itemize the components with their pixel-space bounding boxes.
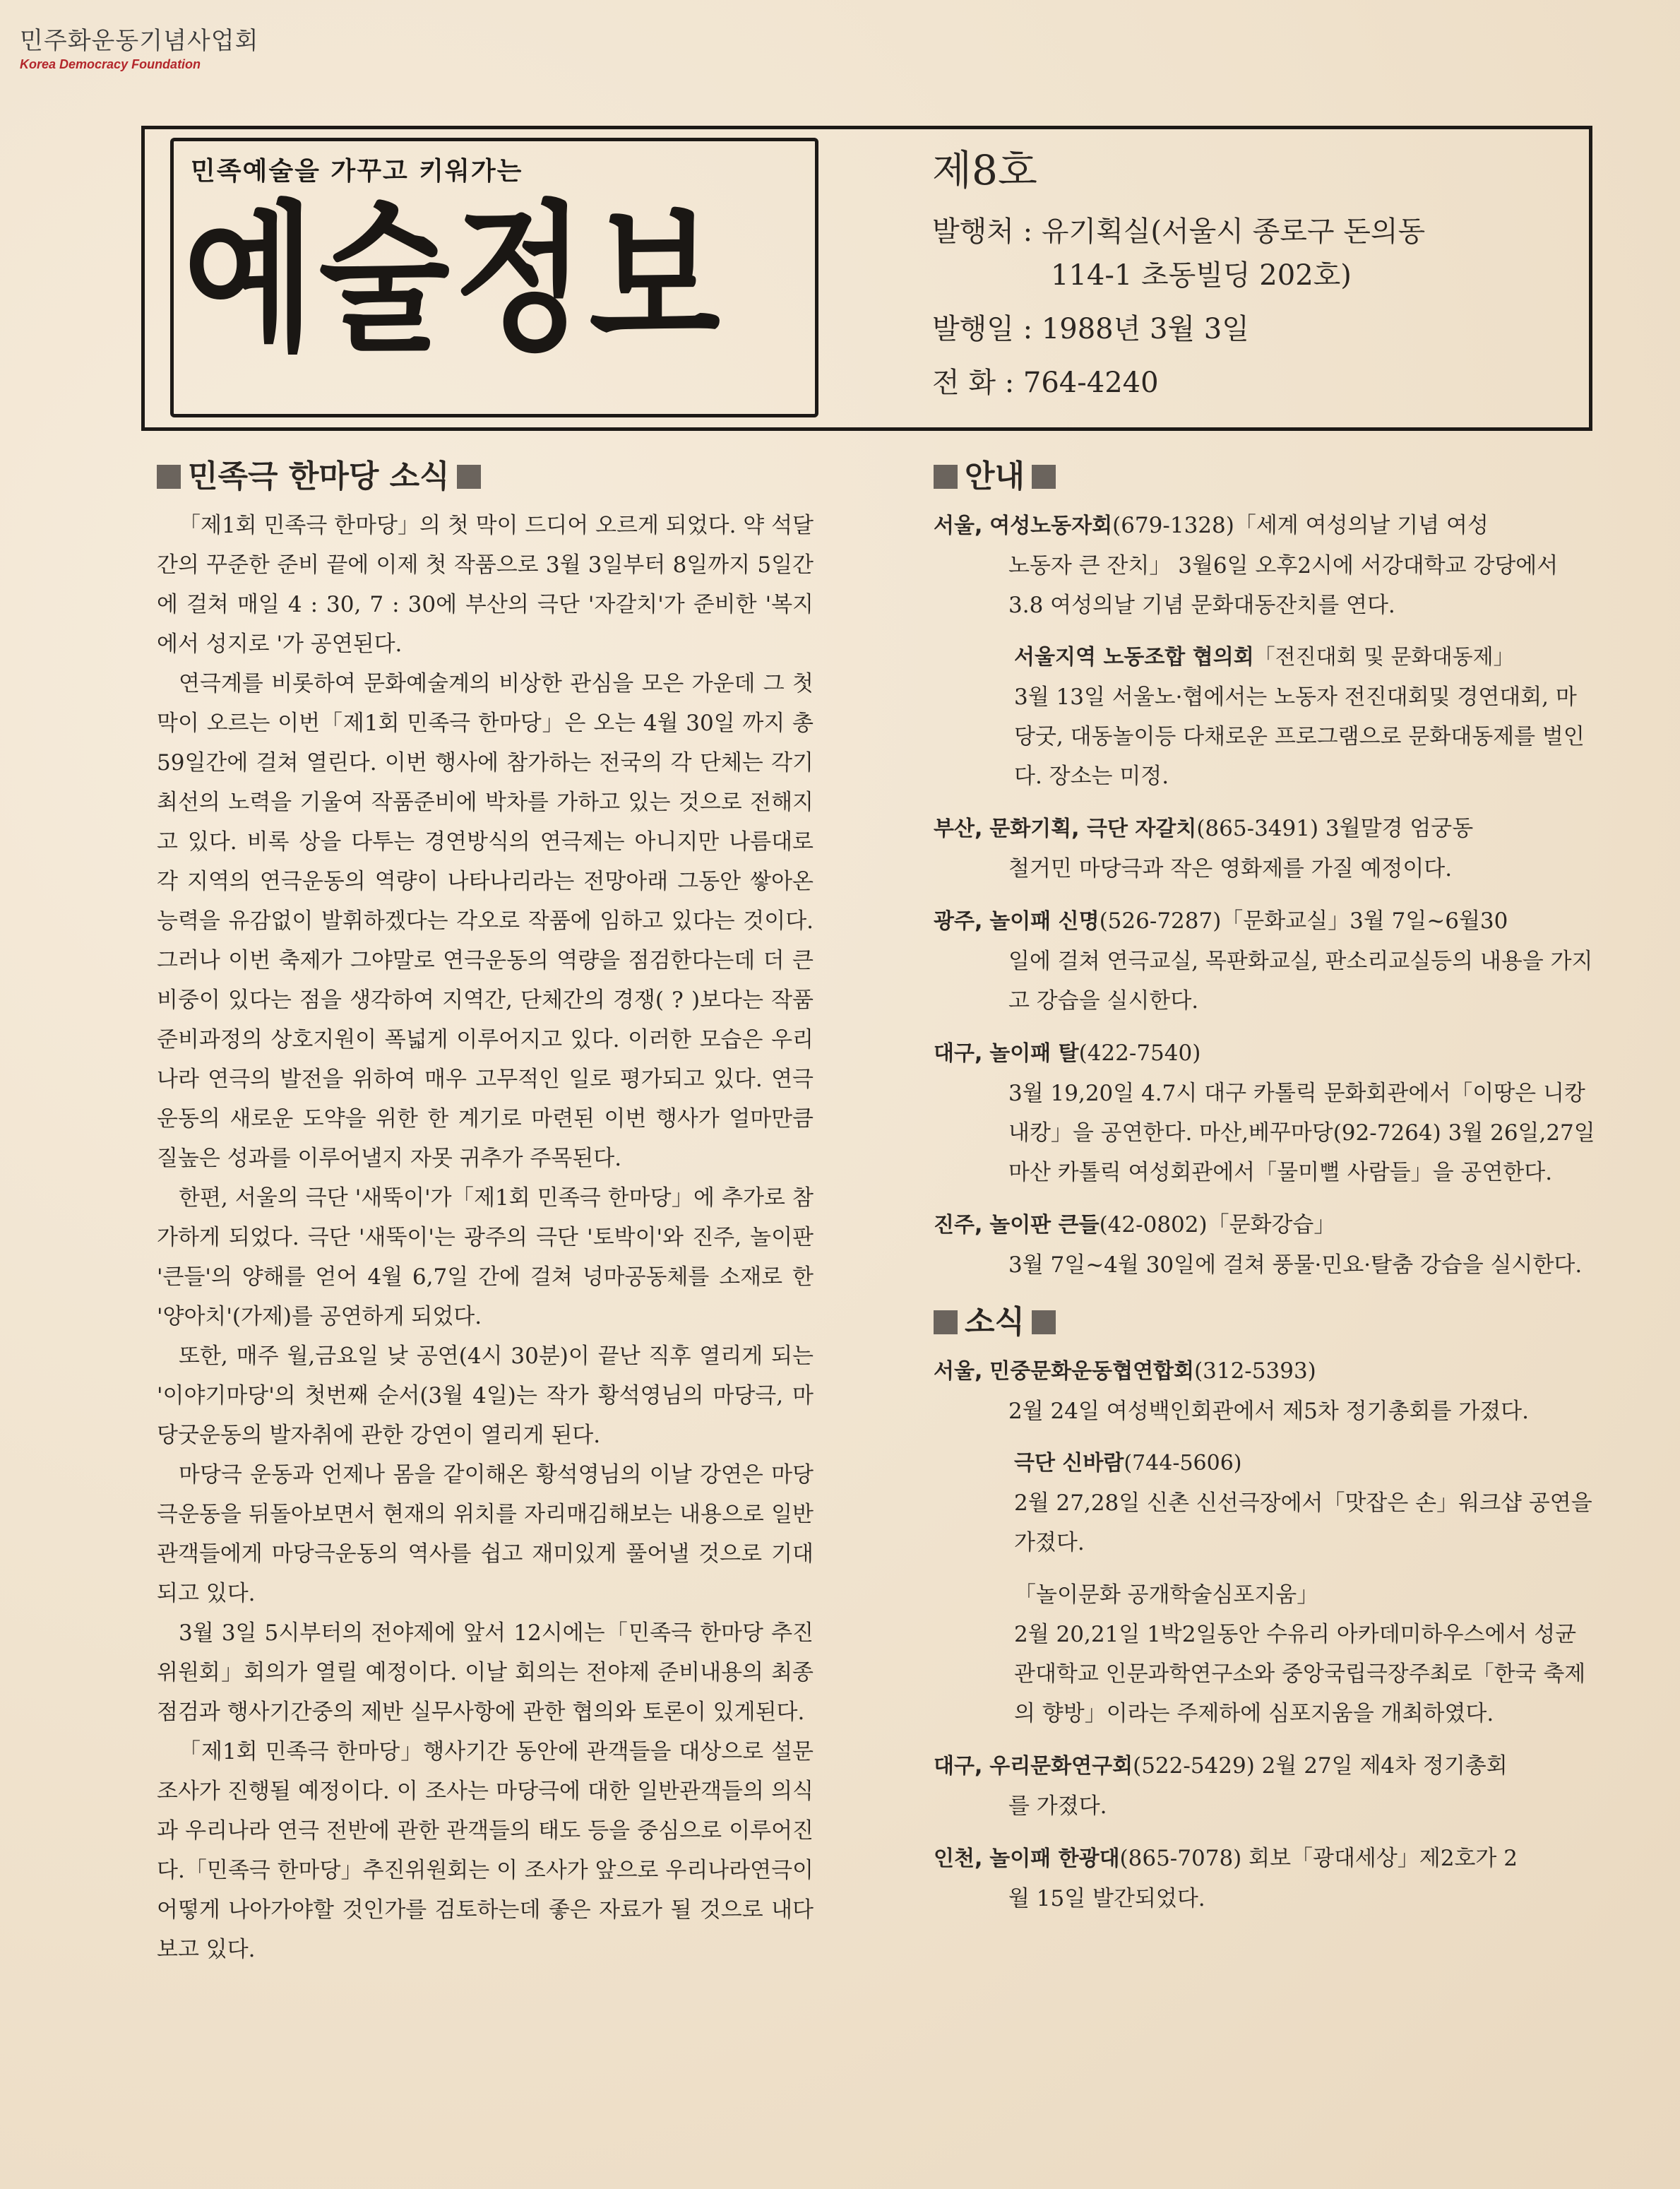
entry-org: 극단 신바람(744-5606) [1014, 1451, 1242, 1476]
notice-entry [934, 809, 1597, 889]
entry-body: 철거민 마당극과 작은 영화제를 가질 예정이다. [1008, 856, 1453, 882]
entry-rest: (42-0802)「문화강습」 [1099, 1212, 1336, 1238]
entry-rest: (865-3491) 3월말경 엄궁동 [1196, 816, 1474, 841]
watermark-logo [20, 21, 258, 72]
issue-number: 제8호 [932, 146, 1037, 194]
entry-city: 대구, [934, 1754, 983, 1779]
newsletter-title: 예술정보 [184, 187, 725, 374]
entry-org: 놀이판 큰들 [989, 1213, 1100, 1238]
sub-entry [934, 1444, 1597, 1562]
article-paragraph: 3월 3일 5시부터의 전야제에 앞서 12시에는「민족극 한마당 추진위원회」회의가 열릴 예정이다. 이날 회의는 전야제 준비내용의 최종점검과 행사기간중의 제반 실무사항에 관한 협의와 토론이 있게된다. [157, 1620, 814, 1725]
watermark-english: Korea Democracy Foundation [20, 57, 201, 71]
square-bullet-icon [1032, 1310, 1056, 1334]
entry-city: 진주, [934, 1213, 983, 1238]
publisher-line-2: 114-1 초동빌딩 202호) [1051, 259, 1352, 292]
square-bullet-icon [934, 465, 958, 489]
entry-org: 문화기획, 극단 자갈치 [989, 817, 1197, 841]
publisher-line-1: 발행처 : 유기획실(서울시 종로구 돈의동 [932, 215, 1426, 248]
left-column [157, 452, 814, 1969]
article-paragraph: 연극계를 비롯하여 문화예술계의 비상한 관심을 모은 가운데 그 첫 막이 오르는 이번「제1회 민족극 한마당」은 오는 4월 30일 까지 총 59일간에 걸쳐 열린다. 이번 행사에 참가하는 전국의 각 단체는 각기 최선의 노력을 기울여 작품준비에 박차를 가하고 있는 것으로 전해지고 있다. 비록 상을 다투는 경연방식의 연극제는 아니지만 나름대로 각 지역의 연극운동의 역량이 나타나리라는 전망아래 그동안 쌓아온 능력을 유감없이 발휘하겠다는 각오로 작품에 임하고 있다는 것이다. 그러나 이번 축제가 그야말로 연극운동의 역량을 점검한다는데 더 큰 비중이 있다는 점을 생각하여 지역간, 단체간의 경쟁( ? )보다는 작품준비과정의 상호지원이 폭넓게 이루어지고 있다. 이러한 모습은 우리나라 연극의 발전을 위하여 매우 고무적인 일로 평가되고 있다. 연극운동의 새로운 도약을 위한 한 계기로 마련된 이번 행사가 얼마만큼 질높은 성과를 이루어낼지 자못 귀추가 주목된다. [157, 671, 814, 1171]
watermark-korean: 민주화운동기념사업회 [20, 27, 259, 55]
entry-body: 2월 24일 여성백인회관에서 제5차 정기총회를 가졌다. [1008, 1399, 1529, 1424]
slogan: 민족예술을 가꾸고 키워가는 [191, 157, 523, 186]
entry-city: 서울, [934, 1359, 983, 1384]
entry-org: 놀이패 한광대 [989, 1846, 1120, 1871]
entry-body: 3월 13일 서울노·협에서는 노동자 전진대회및 경연대회, 마당굿, 대동놀이등 다채로운 프로그램으로 문화대동제를 벌인다. 장소는 미정. [1014, 684, 1585, 789]
entry-rest: (679-1328)「세계 여성의날 기념 여성 [1112, 513, 1489, 538]
entry-city: 인천, [934, 1846, 983, 1871]
entry-org: 놀이패 탈 [989, 1041, 1079, 1066]
article-paragraph: 또한, 매주 월,금요일 낮 공연(4시 30분)이 끝난 직후 열리게 되는 '이야기마당'의 첫번째 순서(3월 4일)는 작가 황석영님의 마당극, 마당굿운동의 발자취에 관한 강연이 열리게 된다. [157, 1343, 814, 1448]
title-box [170, 138, 818, 417]
sub-entry [934, 638, 1597, 796]
entry-body: 일에 걸쳐 연극교실, 목판화교실, 판소리교실등의 내용을 가지고 강습을 실시한다. [1008, 949, 1593, 1014]
sub-entry [934, 1575, 1597, 1733]
publish-date: 발행일 : 1988년 3월 3일 [932, 312, 1249, 345]
phone: 전 화 : 764-4240 [932, 366, 1159, 399]
news-entry [934, 1746, 1597, 1826]
square-bullet-icon [934, 1310, 958, 1334]
entry-rest: (312-5393) [1194, 1358, 1316, 1384]
entry-city: 광주, [934, 909, 983, 934]
square-bullet-icon [157, 465, 181, 489]
entry-body: 2월 27,28일 신촌 신선극장에서「맛잡은 손」워크샵 공연을 가졌다. [1014, 1490, 1592, 1555]
entry-body: 2월 20,21일 1박2일동안 수유리 아카데미하우스에서 성균관대학교 인문과학연구소와 중앙국립극장주최로「한국 축제의 향방」이라는 주제하에 심포지움을 개최하였다. [1014, 1622, 1586, 1726]
entry-org: 여성노동자회 [989, 514, 1113, 538]
article-paragraph: 한편, 서울의 극단 '새뚝이'가「제1회 민족극 한마당」에 추가로 참가하게 되었다. 극단 '새뚝이'는 광주의 극단 '토박이'와 진주, 놀이판 '큰들'의 양해를 얻어 4월 6,7일 간에 걸쳐 넝마공동체를 소재로 한 '양아치'(가제)를 공연하게 되었다. [157, 1185, 814, 1329]
article-paragraph: 「제1회 민족극 한마당」행사기간 동안에 관객들을 대상으로 설문조사가 진행될 예정이다. 이 조사는 마당극에 대한 일반관객들의 의식과 우리나라 연극 전반에 관한 관객들의 태도 등을 중심으로 이루어진다.「민족극 한마당」추진위원회는 이 조사가 앞으로 우리나라연극이 어떻게 나아가야할 것인가를 검토하는데 좋은 자료가 될 것으로 내다보고 있다. [157, 1739, 814, 1962]
entry-body: 노동자 큰 잔치」 3월6일 오후2시에 서강대학교 강당에서 3.8 여성의날 기념 문화대동잔치를 연다. [1008, 553, 1559, 618]
masthead [141, 126, 1592, 431]
news-entry [934, 1351, 1597, 1733]
section-heading-minjokgeuk: 민족극 한마당 소식 [157, 452, 814, 502]
entry-org: 놀이패 신명 [989, 909, 1100, 934]
entry-body: 3월 7일~4월 30일에 걸쳐 풍물·민요·탈춤 강습을 실시한다. [1008, 1252, 1583, 1278]
notice-entry [934, 1033, 1597, 1192]
entry-org: 우리문화연구회 [989, 1754, 1133, 1779]
notice-entry [934, 901, 1597, 1021]
publication-info [932, 139, 1568, 405]
square-bullet-icon [1032, 465, 1056, 489]
entry-org: 서울지역 노동조합 협의회「전진대회 및 문화대동제」 [1014, 645, 1515, 670]
entry-city: 서울, [934, 514, 983, 538]
section-heading-notice: 안내 [934, 452, 1597, 502]
notice-entry [934, 1205, 1597, 1285]
entry-city: 대구, [934, 1041, 983, 1066]
entry-body: 3월 19,20일 4.7시 대구 카톨릭 문화회관에서「이땅은 니캉내캉」을 공연한다. 마산,베꾸마당(92-7264) 3월 26일,27일 마산 카톨릭 여성회관에서「물미뻘 사람들」을 공연한다. [1008, 1081, 1595, 1185]
section-heading-news: 소식 [934, 1298, 1597, 1347]
right-column [934, 452, 1597, 1931]
article-paragraph: 「제1회 민족극 한마당」의 첫 막이 드디어 오르게 되었다. 약 석달간의 꾸준한 준비 끝에 이제 첫 작품으로 3월 3일부터 8일까지 5일간에 걸쳐 매일 4 : 30, 7 : 30에 부산의 극단 '자갈치'가 준비한 '복지에서 성지로 '가 공연된다. [157, 513, 814, 657]
entry-rest: (526-7287)「문화교실」3월 7일~6월30 [1099, 908, 1508, 934]
entry-rest: (422-7540) [1078, 1040, 1201, 1066]
entry-body: 를 가졌다. [1008, 1793, 1107, 1819]
entry-org: 민중문화운동협연합회 [989, 1359, 1195, 1384]
entry-title: 「놀이문화 공개학술심포지움」 [1014, 1582, 1319, 1608]
entry-rest: (522-5429) 2월 27일 제4차 정기총회 [1133, 1753, 1508, 1779]
entry-rest: (865-7078) 회보「광대세상」제2호가 2 [1119, 1846, 1518, 1871]
notice-entry [934, 506, 1597, 796]
article-paragraph: 마당극 운동과 언제나 몸을 같이해온 황석영님의 이날 강연은 마당극운동을 뒤돌아보면서 현재의 위치를 자리매김해보는 내용으로 일반관객들에게 마당극운동의 역사를 쉽고 재미있게 풀어낼 것으로 기대되고 있다. [157, 1462, 814, 1606]
square-bullet-icon [457, 465, 481, 489]
entry-body: 월 15일 발간되었다. [1008, 1886, 1205, 1911]
news-entry [934, 1839, 1597, 1918]
entry-city: 부산, [934, 817, 983, 841]
